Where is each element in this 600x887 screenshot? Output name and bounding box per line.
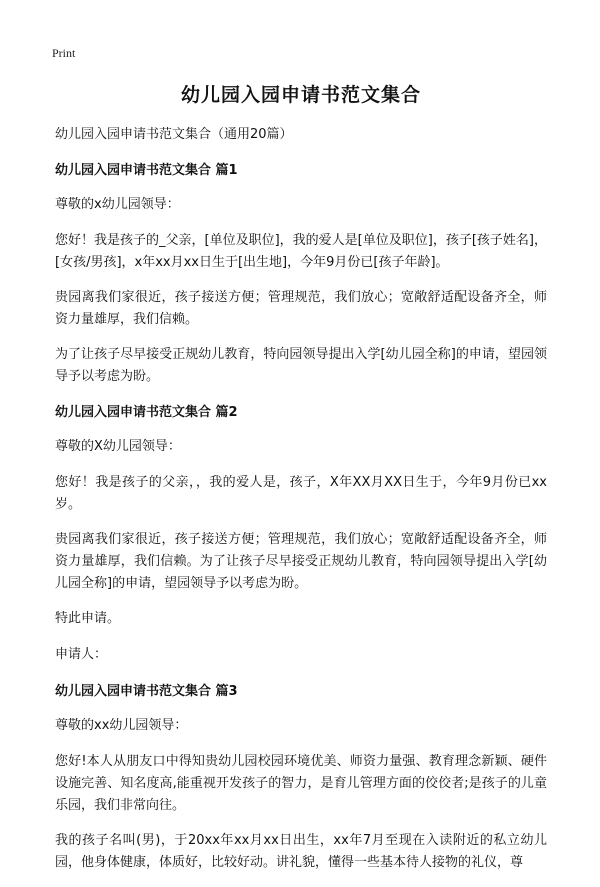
section-heading: 幼儿园入园申请书范文集合 篇2 [55,405,238,420]
document-title: 幼儿园入园申请书范文集合 [180,84,421,106]
closing-line: 特此申请。 [55,611,121,626]
section-3 [55,680,547,874]
paragraph: 您好!本人从朋友口中得知贵幼儿园校园环境优美、师资力量强、教育理念新颖、硬件设施完善、知名度高,能重视开发孩子的智力，是育儿管理方面的佼佼者;是孩子的儿童乐园，我们非常向往。 [55,754,547,813]
paragraph: 我的孩子名叫(男)，于20xx年xx月xx日出生，xx年7月至现在入读附近的私立幼儿园，他身体健康，体质好，比较好动。讲礼貌，懂得一些基本待人接物的礼仪，尊 [55,833,547,870]
section-heading: 幼儿园入园申请书范文集合 篇3 [55,684,238,699]
paragraph: 贵园离我们家很近，孩子接送方便；管理规范，我们放心；宽敞舒适配设备齐全，师资力量雄厚，我们信赖。为了让孩子尽早接受正规幼儿教育，特向园领导提出入学[幼儿园全称]的申请，望园领导予以考虑为盼。 [55,532,547,591]
section-heading: 幼儿园入园申请书范文集合 篇1 [55,163,238,178]
section-1 [55,159,547,388]
paragraph: 您好！我是孩子的父亲，，我的爱人是，孩子，X年XX月XX日生于，今年9月份已xx岁。 [55,475,547,512]
section-2 [55,401,547,666]
salutation: 尊敬的X幼儿园领导： [55,439,181,454]
paragraph: 为了让孩子尽早接受正规幼儿教育，特向园领导提出入学[幼儿园全称]的申请，望园领导予以考虑为盼。 [55,347,547,384]
salutation: 尊敬的xx幼儿园领导： [55,718,188,733]
document-body [55,80,547,887]
print-link[interactable]: Print [52,46,76,60]
paragraph: 您好！我是孩子的_父亲，[单位及职位]，我的爱人是[单位及职位]，孩子[孩子姓名]，[女孩/男孩]，x年xx月xx日生于[出生地]，今年9月份已[孩子年龄]。 [55,233,547,270]
paragraph: 贵园离我们家很近，孩子接送方便；管理规范，我们放心；宽敞舒适配设备齐全，师资力量雄厚，我们信赖。 [55,290,547,327]
document-subtitle: 幼儿园入园申请书范文集合（通用20篇） [55,127,293,142]
applicant-line: 申请人： [55,647,108,662]
salutation: 尊敬的x幼儿园领导： [55,197,180,212]
